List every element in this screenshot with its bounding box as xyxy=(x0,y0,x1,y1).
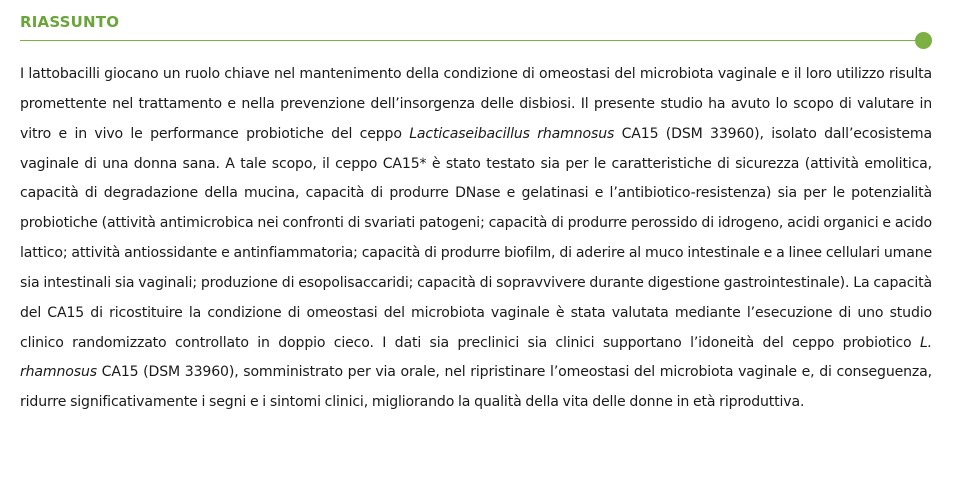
abstract-text-part-3: CA15 (DSM 33960), somministrato per via orale, nel ripristinare l’omeostasi del microbiota vaginale e, di conseguenza, ridurre significativamente i segni e i sintomi clinici, migliorando la qualità della vita delle donne in età riproduttiva. xyxy=(20,364,932,411)
abstract-text xyxy=(20,60,932,418)
species-name-short: L. rhamnosus xyxy=(20,334,932,381)
divider-dot-icon xyxy=(915,32,932,49)
species-name-full: Lacticaseibacillus rhamnosus xyxy=(409,125,615,142)
abstract-text-part-2: CA15 (DSM 33960), isolato dall’ecosistema vaginale di una donna sana. A tale scopo, il ceppo CA15* è stato testato sia per le caratteristiche di sicurezza (attività emolitica, capacità di degradazione della mucina, capacità di produrre DNase e gelatinasi e l’antibiotico-resistenza) sia per le potenzialità probiotiche (attività antimicrobica nei confronti di svariati patogeni; capacità di produrre perossido di idrogeno, acidi organici e acido lattico; attività antiossidante e antinfiammatoria; capacità di produrre biofilm, di aderire al muco intestinale e a linee cellulari umane sia intestinali sia vaginali; produzione di esopolisaccaridi; capacità di sopravvivere durante digestione gastrointestinale). La capacità del CA15 di ricostituire la condizione di omeostasi del microbiota vaginale è stata valutata mediante l’esecuzione di uno studio clinico randomizzato controllato in doppio cieco. I dati sia preclinici sia clinici supportano l’idoneità del ceppo probiotico xyxy=(20,125,932,351)
abstract-text-part-1: I lattobacilli giocano un ruolo chiave nel mantenimento della condizione di omeostasi del microbiota vaginale e il loro utilizzo risulta promettente nel trattamento e nella prevenzione dell’insorgenza delle disbiosi. Il presente studio ha avuto lo scopo di valutare in vitro e in vivo le performance probiotiche del ceppo xyxy=(20,66,932,142)
section-heading: RIASSUNTO xyxy=(20,13,120,31)
heading-divider xyxy=(20,40,924,41)
